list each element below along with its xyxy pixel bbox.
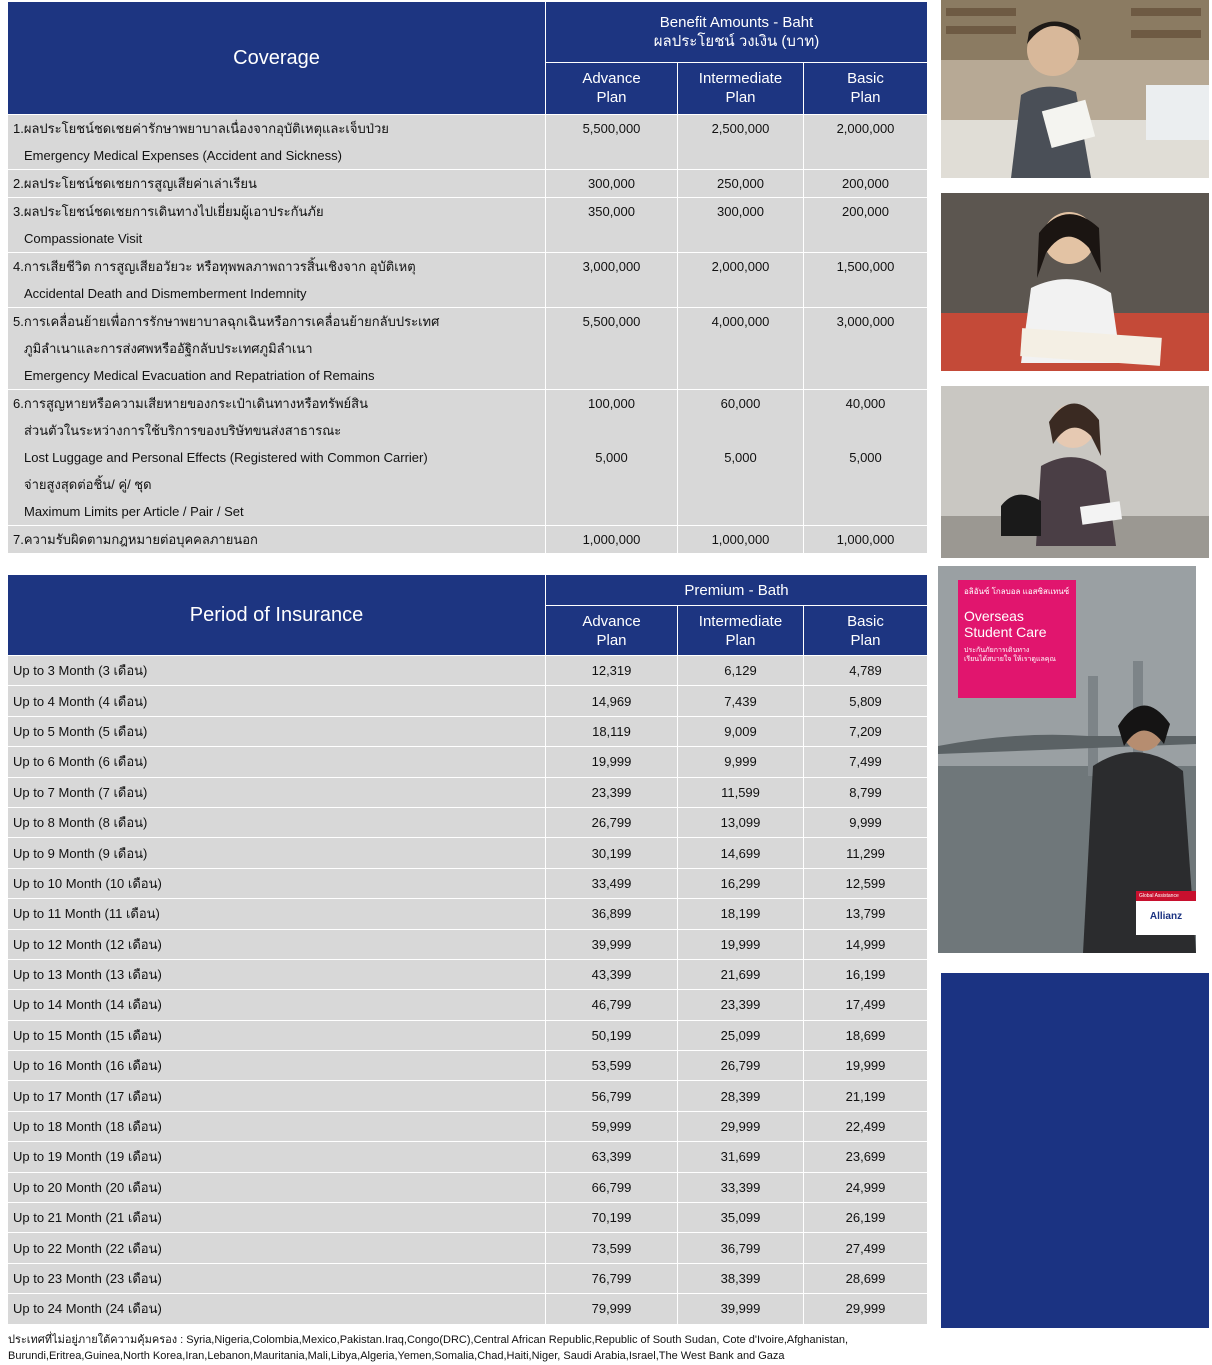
premium-value: 39,999 [678,1294,804,1324]
premium-value: 14,999 [804,929,928,959]
coverage-value: 200,000 [842,176,889,191]
premium-value: 19,999 [678,929,804,959]
premium-value: 27,499 [804,1233,928,1263]
coverage-line: 3.ผลประโยชน์ชดเชยการเดินทางไปเยี่ยมผู้เอาประกันภัย [13,204,324,219]
premium-value: 36,899 [546,899,678,929]
period-label: Up to 5 Month (5 เดือน) [8,716,546,746]
brochure-cover [938,566,1196,953]
coverage-value-cell [678,308,804,390]
premium-value: 23,399 [546,777,678,807]
coverage-line: Emergency Medical Evacuation and Repatriation of Remains [24,368,375,383]
premium-value: 39,999 [546,929,678,959]
premium-value: 56,799 [546,1081,678,1111]
coverage-value: 1,000,000 [711,532,770,547]
premium-value: 76,799 [546,1263,678,1293]
premium-value: 43,399 [546,959,678,989]
coverage-value-cell [546,390,678,526]
premium-value: 50,199 [546,1020,678,1050]
coverage-description [8,526,546,554]
period-title: Period of Insurance [8,575,546,656]
premium-row [8,1142,928,1172]
coverage-value-cell [546,115,678,170]
coverage-value: 5,000 [849,450,882,465]
coverage-value-cell [546,170,678,198]
coverage-line: 5.การเคลื่อนย้ายเพื่อการรักษาพยาบาลฉุกเฉินหรือการเคลื่อนย้ายกลับประเทศ [13,314,440,329]
premium-header: Premium - Bath [546,575,928,606]
premium-row [8,716,928,746]
coverage-row [8,198,928,253]
period-label: Up to 17 Month (17 เดือน) [8,1081,546,1111]
coverage-value-cell [804,115,928,170]
coverage-description [8,308,546,390]
premium-row [8,899,928,929]
coverage-value-cell [804,526,928,554]
coverage-row [8,308,928,390]
coverage-row [8,526,928,554]
coverage-row [8,170,928,198]
premium-value: 21,199 [804,1081,928,1111]
coverage-value-cell [546,308,678,390]
coverage-value: 300,000 [717,204,764,219]
excluded-countries-note: ประเทศที่ไม่อยู่ภายใต้ความคุ้มครอง : Syria,Nigeria,Colombia,Mexico,Pakistan.Iraq,Congo(DRC),Central African Republic,Republic of South Sudan, Cote d'Ivoire,Afghanistan, Burundi,Eritrea,Guinea,North Korea,Iran,Lebanon,Mauritania,Mali,Libya,Algeria,Yemen,Somalia,Chad,Haiti,Niger, Saudi Arabia,Israel,The West Bank and Gaza [8,1334,849,1362]
coverage-value: 250,000 [717,176,764,191]
premium-row [8,868,928,898]
coverage-value-cell [804,308,928,390]
period-label: Up to 6 Month (6 เดือน) [8,747,546,777]
plan-header-basic: Basic Plan [804,62,928,114]
premium-value: 18,199 [678,899,804,929]
coverage-line: Maximum Limits per Article / Pair / Set [24,504,244,519]
coverage-description [8,253,546,308]
period-label: Up to 16 Month (16 เดือน) [8,1051,546,1081]
premium-row [8,777,928,807]
coverage-value: 3,000,000 [836,314,895,329]
premium-value: 12,599 [804,868,928,898]
premium-value: 7,439 [678,686,804,716]
premium-value: 33,499 [546,868,678,898]
period-label: Up to 19 Month (19 เดือน) [8,1142,546,1172]
premium-value: 18,119 [546,716,678,746]
blue-panel [941,973,1209,1328]
coverage-value: 40,000 [845,396,886,411]
plan-header-advance: Advance Plan [546,606,678,656]
premium-value: 9,009 [678,716,804,746]
premium-value: 11,299 [804,838,928,868]
coverage-value: 1,500,000 [836,259,895,274]
premium-row [8,838,928,868]
coverage-value: 5,500,000 [582,314,641,329]
premium-value: 66,799 [546,1172,678,1202]
premium-value: 13,099 [678,807,804,837]
period-label: Up to 22 Month (22 เดือน) [8,1233,546,1263]
coverage-value-cell [804,253,928,308]
coverage-value [678,417,803,444]
premium-value: 13,799 [804,899,928,929]
coverage-line: 4.การเสียชีวิต การสูญเสียอวัยวะ หรือทุพพลภาพถาวรสิ้นเชิงจาก อุบัติเหตุ [13,259,416,274]
period-label: Up to 3 Month (3 เดือน) [8,656,546,686]
coverage-table [7,1,928,554]
coverage-value: 350,000 [588,204,635,219]
premium-value: 25,099 [678,1020,804,1050]
coverage-row [8,115,928,170]
coverage-value: 4,000,000 [711,314,770,329]
premium-value: 14,699 [678,838,804,868]
premium-row [8,656,928,686]
premium-value: 29,999 [804,1294,928,1324]
premium-row [8,1172,928,1202]
premium-value: 36,799 [678,1233,804,1263]
premium-value: 17,499 [804,990,928,1020]
premium-value: 53,599 [546,1051,678,1081]
premium-row [8,1051,928,1081]
premium-value: 26,799 [546,807,678,837]
premium-value: 22,499 [804,1111,928,1141]
premium-value: 5,809 [804,686,928,716]
coverage-line: 1.ผลประโยชน์ชดเชยค่ารักษาพยาบาลเนื่องจากอุบัติเหตุและเจ็บป่วย [13,121,389,136]
period-label: Up to 21 Month (21 เดือน) [8,1203,546,1233]
premium-value: 21,699 [678,959,804,989]
premium-value: 7,209 [804,716,928,746]
coverage-line: 6.การสูญหายหรือความเสียหายของกระเป๋าเดินทางหรือทรัพย์สิน [13,396,368,411]
coverage-line: ภูมิลำเนาและการส่งศพหรืออัฐิกลับประเทศภูมิลำเนา [24,341,313,356]
coverage-value: 5,500,000 [582,121,641,136]
coverage-description [8,115,546,170]
premium-row [8,1020,928,1050]
premium-value: 19,999 [804,1051,928,1081]
period-label: Up to 12 Month (12 เดือน) [8,929,546,959]
premium-row [8,1111,928,1141]
period-label: Up to 4 Month (4 เดือน) [8,686,546,716]
benefit-header: Benefit Amounts - Baht ผลประโยชน์ วงเงิน (บาท) [546,2,928,63]
premium-value: 23,399 [678,990,804,1020]
period-label: Up to 9 Month (9 เดือน) [8,838,546,868]
premium-value: 30,199 [546,838,678,868]
premium-value: 28,399 [678,1081,804,1111]
premium-value: 63,399 [546,1142,678,1172]
brochure-title-box: อลิอันซ์ โกลบอล แอสซิสแทนซ์ Overseas Student Care ประกันภัยการเดินทาง เรียนได้สบายใจ ให้เราดูแลคุณ [958,580,1076,698]
premium-row [8,1294,928,1324]
coverage-row [8,253,928,308]
coverage-value-cell [678,253,804,308]
premium-value: 31,699 [678,1142,804,1172]
premium-value: 9,999 [678,747,804,777]
premium-row [8,1233,928,1263]
premium-value: 26,199 [804,1203,928,1233]
coverage-value: 2,000,000 [836,121,895,136]
coverage-line: Accidental Death and Dismemberment Indemnity [24,286,307,301]
premium-row [8,1081,928,1111]
coverage-line: Lost Luggage and Personal Effects (Registered with Common Carrier) [24,450,428,465]
premium-value: 19,999 [546,747,678,777]
premium-value: 7,499 [804,747,928,777]
coverage-line: Compassionate Visit [24,231,143,246]
period-label: Up to 15 Month (15 เดือน) [8,1020,546,1050]
allianz-logo: Global Assistance Allianz [1136,891,1196,935]
coverage-value-cell [678,526,804,554]
coverage-value-cell [678,115,804,170]
coverage-value-cell [546,253,678,308]
premium-value: 4,789 [804,656,928,686]
coverage-value: 300,000 [588,176,635,191]
period-label: Up to 8 Month (8 เดือน) [8,807,546,837]
period-label: Up to 10 Month (10 เดือน) [8,868,546,898]
coverage-value: 1,000,000 [582,532,641,547]
coverage-value: 2,000,000 [711,259,770,274]
period-label: Up to 11 Month (11 เดือน) [8,899,546,929]
premium-value: 12,319 [546,656,678,686]
plan-header-basic: Basic Plan [804,606,928,656]
coverage-value-cell [546,526,678,554]
coverage-value [546,417,677,444]
coverage-value: 60,000 [720,396,761,411]
coverage-line: 2.ผลประโยชน์ชดเชยการสูญเสียค่าเล่าเรียน [13,176,257,191]
coverage-description [8,198,546,253]
premium-row [8,959,928,989]
premium-value: 24,999 [804,1172,928,1202]
premium-value: 18,699 [804,1020,928,1050]
period-label: Up to 14 Month (14 เดือน) [8,990,546,1020]
period-label: Up to 13 Month (13 เดือน) [8,959,546,989]
coverage-value-cell [804,390,928,526]
premium-row [8,747,928,777]
premium-value: 8,799 [804,777,928,807]
coverage-value-cell [678,198,804,253]
coverage-line: จ่ายสูงสุดต่อชิ้น/ คู่/ ชุด [24,477,152,492]
coverage-value: 100,000 [588,396,635,411]
premium-value: 16,299 [678,868,804,898]
premium-value: 79,999 [546,1294,678,1324]
coverage-title: Coverage [8,2,546,115]
student-library-photo [941,0,1209,178]
premium-value: 70,199 [546,1203,678,1233]
premium-row [8,990,928,1020]
premium-value: 35,099 [678,1203,804,1233]
coverage-value-cell [804,198,928,253]
coverage-value: 3,000,000 [582,259,641,274]
period-label: Up to 20 Month (20 เดือน) [8,1172,546,1202]
premium-value: 33,399 [678,1172,804,1202]
coverage-value-cell [804,170,928,198]
student-writing-photo [941,386,1209,558]
premium-row [8,807,928,837]
premium-row [8,1263,928,1293]
coverage-line: Emergency Medical Expenses (Accident and Sickness) [24,148,342,163]
period-label: Up to 24 Month (24 เดือน) [8,1294,546,1324]
premium-row [8,686,928,716]
premium-row [8,1203,928,1233]
coverage-line: ส่วนตัวในระหว่างการใช้บริการของบริษัทขนส่งสาธารณะ [24,423,342,438]
period-label: Up to 23 Month (23 เดือน) [8,1263,546,1293]
plan-header-intermediate: Intermediate Plan [678,606,804,656]
plan-header-intermediate: Intermediate Plan [678,62,804,114]
premium-value: 6,129 [678,656,804,686]
coverage-value: 5,000 [724,450,757,465]
coverage-value: 200,000 [842,204,889,219]
premium-value: 73,599 [546,1233,678,1263]
premium-value: 16,199 [804,959,928,989]
premium-value: 38,399 [678,1263,804,1293]
coverage-value: 1,000,000 [836,532,895,547]
coverage-value-cell [678,390,804,526]
coverage-value-cell [546,198,678,253]
premium-value: 46,799 [546,990,678,1020]
premium-value: 59,999 [546,1111,678,1141]
coverage-row [8,390,928,526]
premium-value: 26,799 [678,1051,804,1081]
plan-header-advance: Advance Plan [546,62,678,114]
premium-value: 29,999 [678,1111,804,1141]
premium-row [8,929,928,959]
premium-value: 11,599 [678,777,804,807]
coverage-value [804,417,927,444]
coverage-value: 2,500,000 [711,121,770,136]
premium-value: 28,699 [804,1263,928,1293]
student-reading-photo [941,193,1209,371]
coverage-value: 5,000 [595,450,628,465]
coverage-line: 7.ความรับผิดตามกฎหมายต่อบุคคลภายนอก [13,532,258,547]
coverage-description [8,390,546,526]
coverage-description [8,170,546,198]
premium-value: 9,999 [804,807,928,837]
coverage-value-cell [678,170,804,198]
premium-value: 23,699 [804,1142,928,1172]
period-label: Up to 18 Month (18 เดือน) [8,1111,546,1141]
premium-value: 14,969 [546,686,678,716]
premium-table [7,574,928,1325]
period-label: Up to 7 Month (7 เดือน) [8,777,546,807]
